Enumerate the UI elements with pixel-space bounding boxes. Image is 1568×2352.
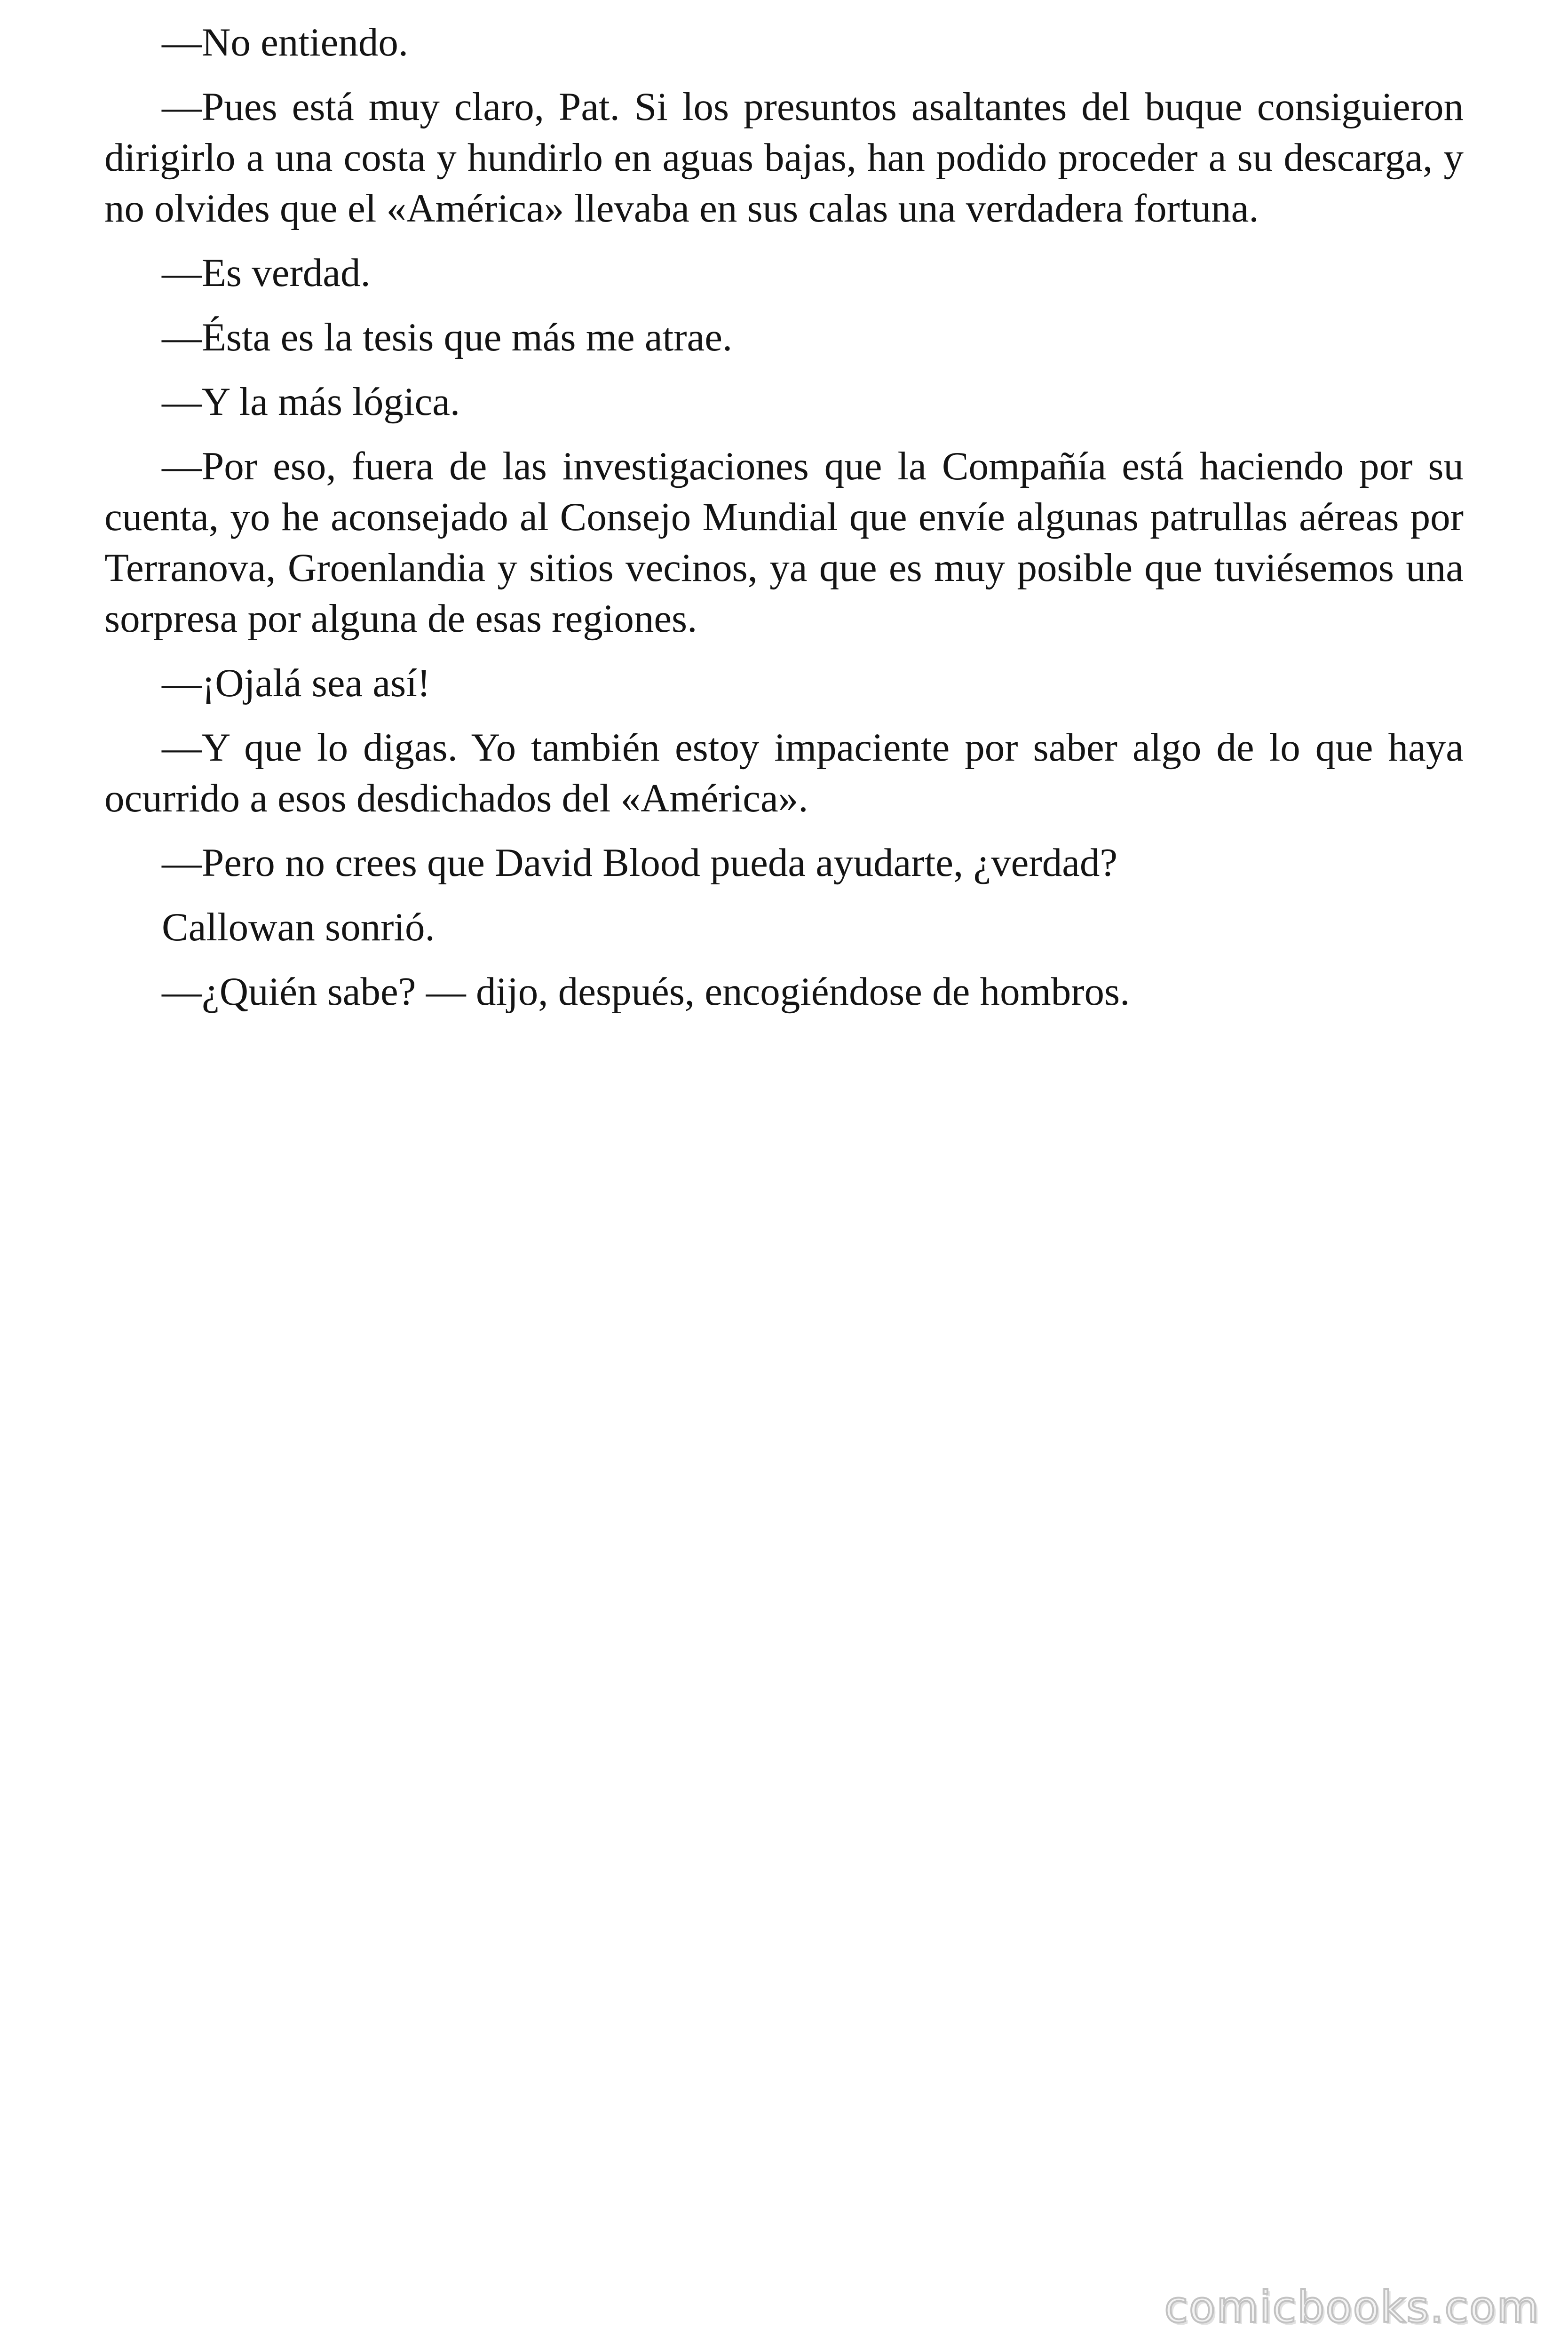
paragraph-4: —Ésta es la tesis que más me atrae. xyxy=(162,315,733,359)
paragraph-11: —¿Quién sabe? — dijo, después, encogiéndose de hombros. xyxy=(162,969,1130,1014)
paragraph-7: —¡Ojalá sea así! xyxy=(162,661,431,705)
paragraph-1: —No entiendo. xyxy=(162,20,409,64)
paragraph-6: —Por eso, fuera de las investigaciones que la Compañía está haciendo por su cuenta, yo he aconsejado al Consejo Mundial que envíe algunas patrullas aéreas por Terranova, Groenlandia y sitios vecinos, ya que es muy posible que tuviésemos una sorpresa por alguna de esas regiones. xyxy=(104,444,1464,641)
paragraph-2: —Pues está muy claro, Pat. Si los presuntos asaltantes del buque consiguieron dirigirlo a una costa y hundirlo en aguas bajas, han podido proceder a su descarga, y no olvides que el «América» llevaba en sus calas una verdadera fortuna. xyxy=(104,85,1464,230)
paragraph-9: —Pero no crees que David Blood pueda ayudarte, ¿verdad? xyxy=(162,841,1118,885)
paragraph-8: —Y que lo digas. Yo también estoy impaciente por saber algo de lo que haya ocurrido a esos desdichados del «América». xyxy=(104,725,1464,820)
paragraph-3: —Es verdad. xyxy=(162,251,371,295)
paragraph-5: —Y la más lógica. xyxy=(162,380,460,424)
paragraph-10: Callowan sonrió. xyxy=(162,905,435,949)
text-body xyxy=(104,17,1464,1031)
watermark-logo: comicbooks.com xyxy=(1164,2282,1540,2332)
